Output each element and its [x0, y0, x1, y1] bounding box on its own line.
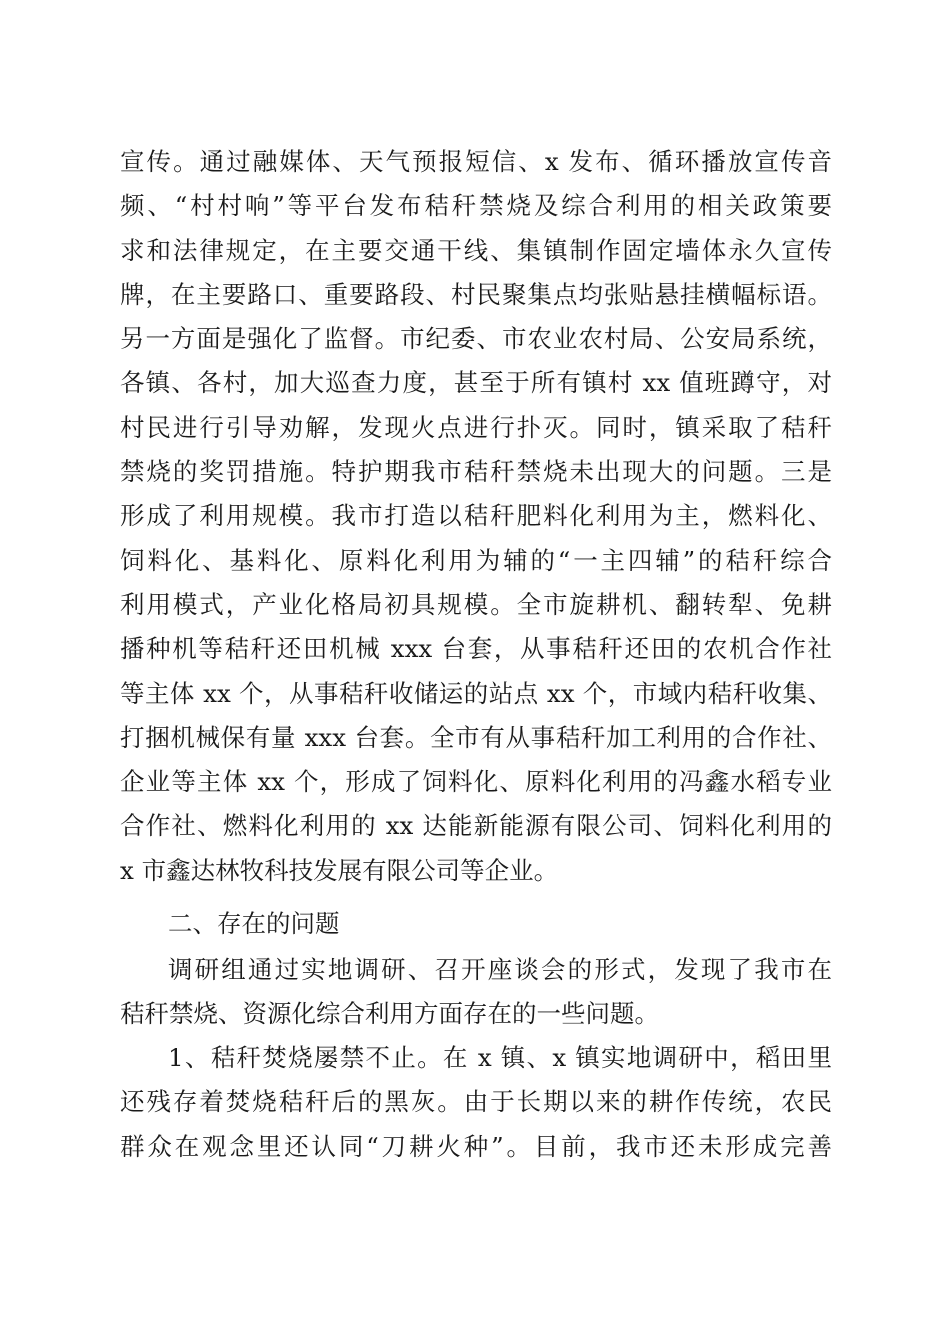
text-line: 禁烧的奖罚措施。特护期我市秸秆禁烧未出现大的问题。三是	[120, 457, 832, 487]
text-line: 打捆机械保有量 xxx 台套。全市有从事秸秆加工利用的合作社、	[120, 722, 832, 752]
text-line: 秸秆禁烧、资源化综合利用方面存在的一些问题。	[120, 999, 659, 1029]
paragraph-1	[120, 140, 832, 893]
text-line: 调研组通过实地调研、召开座谈会的形式，发现了我市在	[168, 955, 832, 984]
text-line: 另一方面是强化了监督。市纪委、市农业农村局、公安局系统，	[120, 324, 832, 354]
text-line: 各镇、各村，加大巡查力度，甚至于所有镇村 xx 值班蹲守，对	[120, 368, 832, 398]
paragraph-3	[120, 1036, 832, 1169]
text-line: 1、秸秆焚烧屡禁不止。在 x 镇、x 镇实地调研中，稻田里	[168, 1043, 832, 1072]
paragraph-2	[120, 948, 832, 1037]
text-line: 还残存着焚烧秸秆后的黑灰。由于长期以来的耕作传统，农民	[120, 1087, 832, 1117]
text-line: 企业等主体 xx 个，形成了饲料化、原料化利用的冯鑫水稻专业	[120, 767, 832, 797]
text-line: 形成了利用规模。我市打造以秸秆肥料化利用为主，燃料化、	[120, 501, 832, 531]
section-heading: 二、存在的问题	[168, 909, 340, 938]
text-line: 牌，在主要路口、重要路段、村民聚集点均张贴悬挂横幅标语。	[120, 279, 832, 309]
text-line: x 市鑫达林牧科技发展有限公司等企业。	[120, 855, 559, 885]
text-line: 播种机等秸秆还田机械 xxx 台套，从事秸秆还田的农机合作社	[120, 634, 832, 664]
text-line: 群众在观念里还认同“刀耕火种”。目前，我市还未形成完善	[120, 1131, 832, 1161]
text-line: 村民进行引导劝解，发现火点进行扑灭。同时，镇采取了秸秆	[120, 412, 832, 442]
text-line: 宣传。通过融媒体、天气预报短信、x 发布、循环播放宣传音	[120, 147, 832, 176]
text-line: 利用模式，产业化格局初具规模。全市旋耕机、翻转犁、免耕	[120, 589, 832, 619]
text-line: 频、“村村响”等平台发布秸秆禁烧及综合利用的相关政策要	[120, 191, 832, 221]
text-line: 求和法律规定，在主要交通干线、集镇制作固定墙体永久宣传	[120, 235, 832, 265]
text-line: 合作社、燃料化利用的 xx 达能新能源有限公司、饲料化利用的	[120, 811, 832, 841]
text-line: 饲料化、基料化、原料化利用为辅的“一主四辅”的秸秆综合	[120, 545, 832, 575]
text-line: 等主体 xx 个，从事秸秆收储运的站点 xx 个，市域内秸秆收集、	[120, 678, 832, 708]
